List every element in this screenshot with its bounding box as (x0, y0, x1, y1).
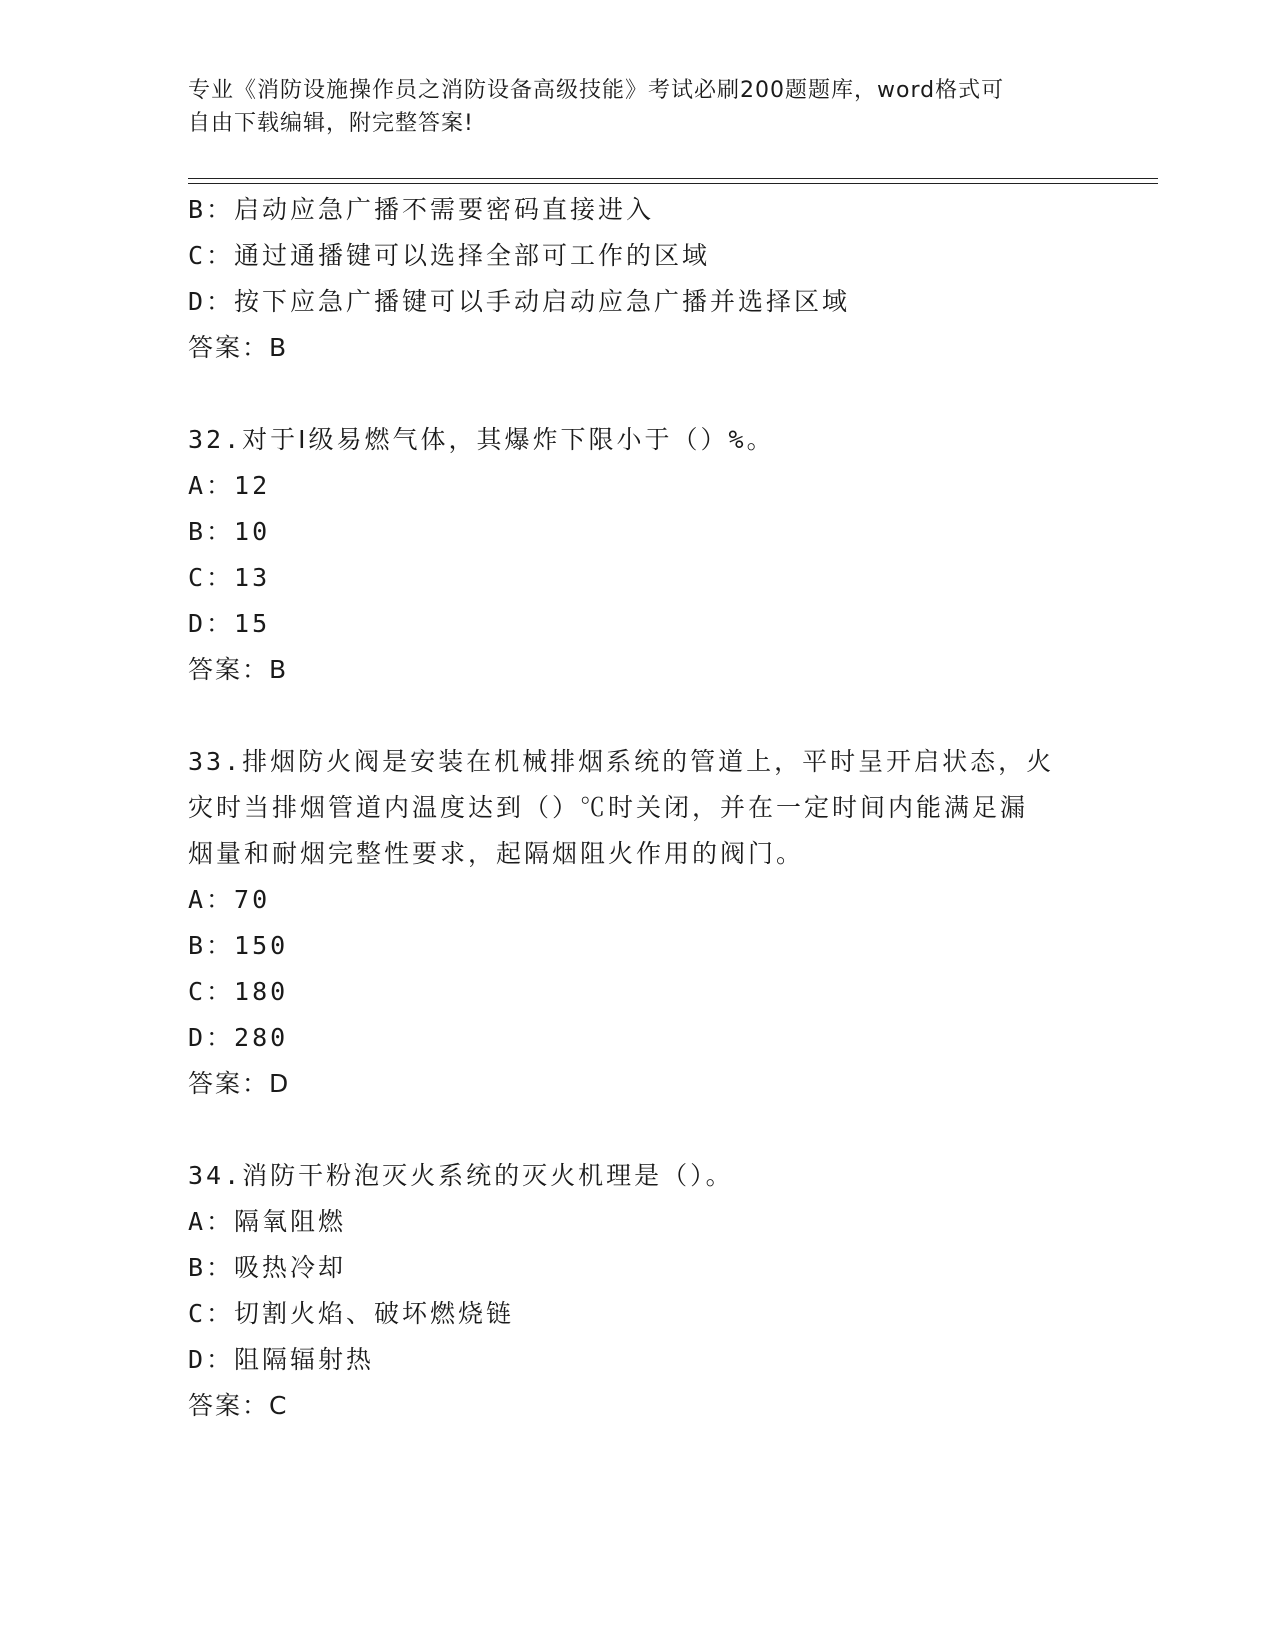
option-b: B：150 (188, 931, 289, 960)
spacer (188, 1107, 1088, 1153)
option-b: B：启动应急广播不需要密码直接进入 (188, 195, 655, 224)
question-stem-line-2: 灾时当排烟管道内温度达到（）℃时关闭，并在一定时间内能满足漏 (188, 793, 1029, 822)
option-a: A：隔氧阻燃 (188, 1207, 347, 1236)
answer-line: 答案：D (188, 1069, 291, 1098)
option-c: C：180 (188, 977, 289, 1006)
header-rule-top (188, 178, 1158, 179)
option-b: B：吸热冷却 (188, 1253, 347, 1282)
question-stem: 32.对于Ⅰ级易燃气体，其爆炸下限小于（）%。 (188, 425, 775, 454)
answer-line: 答案：B (188, 655, 289, 684)
question-31-continued (188, 187, 1088, 371)
header-rule-bottom (188, 183, 1158, 184)
answer-line: 答案：B (188, 333, 289, 362)
spacer (188, 693, 1088, 739)
document-header (188, 74, 1088, 140)
option-c: C：13 (188, 563, 271, 592)
option-d: D：15 (188, 609, 271, 638)
question-stem-line-1: 33.排烟防火阀是安装在机械排烟系统的管道上，平时呈开启状态，火 (188, 747, 1055, 776)
question-stem: 34.消防干粉泡灭火系统的灭火机理是（）。 (188, 1161, 734, 1190)
option-c: C：切割火焰、破坏燃烧链 (188, 1299, 515, 1328)
question-34 (188, 1153, 1088, 1429)
option-b: B：10 (188, 517, 271, 546)
question-33 (188, 739, 1088, 1107)
spacer (188, 371, 1088, 417)
option-a: A：70 (188, 885, 271, 914)
question-stem-line-3: 烟量和耐烟完整性要求，起隔烟阻火作用的阀门。 (188, 839, 805, 868)
header-line-2: 自由下载编辑，附完整答案! (188, 111, 474, 136)
option-d: D：按下应急广播键可以手动启动应急广播并选择区域 (188, 287, 851, 316)
answer-line: 答案：C (188, 1391, 289, 1420)
option-c: C：通过通播键可以选择全部可工作的区域 (188, 241, 711, 270)
option-d: D：280 (188, 1023, 289, 1052)
question-list (188, 187, 1088, 1429)
header-line-1: 专业《消防设施操作员之消防设备高级技能》考试必刷200题题库，word格式可 (188, 78, 1005, 103)
question-32 (188, 417, 1088, 693)
option-a: A：12 (188, 471, 271, 500)
option-d: D：阻隔辐射热 (188, 1345, 375, 1374)
